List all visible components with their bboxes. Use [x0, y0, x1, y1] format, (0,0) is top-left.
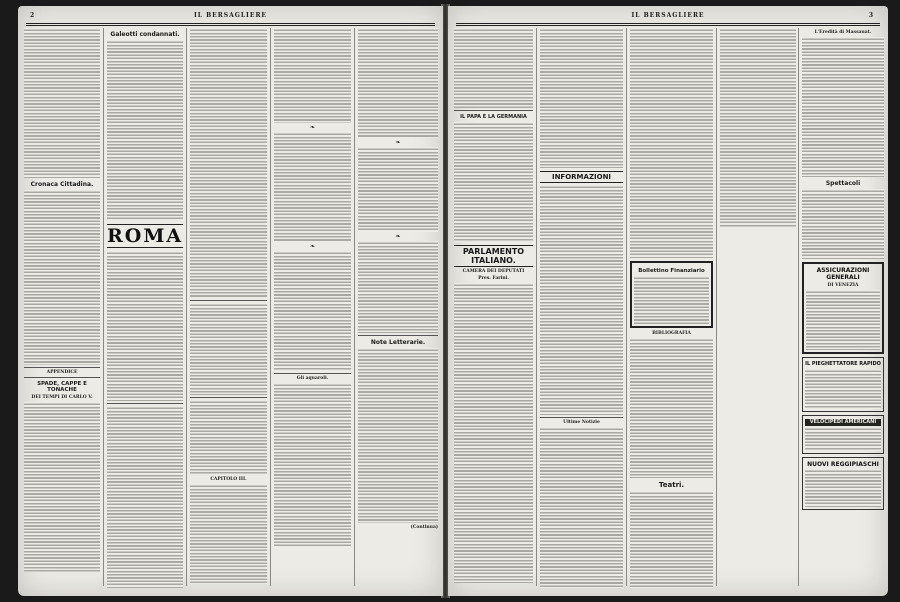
- right-column-1: [454, 28, 533, 588]
- feuilleton-text-block: [107, 406, 183, 588]
- finance-table-text: [634, 276, 709, 324]
- bicycle-ad-title: VELOCIPEDI AMERICANI: [805, 419, 881, 426]
- article-text-block: [358, 348, 438, 523]
- right-column-4: [720, 28, 796, 588]
- left-masthead-title: IL BERSAGLIERE: [193, 12, 267, 19]
- right-page-number: 3: [868, 12, 874, 19]
- parlamento-heading: PARLAMENTO ITALIANO.: [454, 245, 533, 267]
- eredita-heading: L'Eredità di Massauat.: [814, 30, 872, 35]
- article-text-block: [540, 185, 623, 415]
- advert-text: [806, 290, 880, 350]
- right-header-rule: [456, 23, 880, 26]
- column-rule: [270, 28, 271, 586]
- article-text-block: [802, 189, 884, 259]
- left-column-1: [24, 28, 100, 588]
- feuilleton-text-block: [274, 383, 351, 548]
- article-text-block: [107, 40, 183, 220]
- chapter-heading: CAPITOLO III.: [210, 477, 247, 482]
- column-rule: [626, 28, 627, 586]
- article-text-block: [358, 147, 438, 232]
- right-newspaper-page: [448, 6, 888, 596]
- spettacoli-heading: Spettacoli: [825, 180, 861, 187]
- feuilleton-title: SPADE, CAPPE E TONACHE: [37, 381, 87, 393]
- ornament-divider: ❧: [395, 233, 401, 240]
- article-text-block: [190, 28, 267, 298]
- insurance-ad-subtitle: DI VENEZIA: [827, 283, 859, 288]
- informazioni-heading: INFORMAZIONI: [540, 171, 623, 183]
- article-text-block: [190, 303, 267, 395]
- divider: [540, 417, 623, 418]
- divider: [454, 110, 533, 111]
- papa-germania-heading: IL PAPA E LA GERMANIA: [460, 114, 527, 120]
- article-text-block: [454, 28, 533, 108]
- divider: [190, 300, 267, 301]
- advert-text: [805, 427, 881, 451]
- article-text-block: [24, 190, 100, 365]
- article-text-block: [274, 28, 351, 123]
- article-text-block: [358, 28, 438, 138]
- article-text-block: [540, 427, 623, 588]
- feuilleton-text-block: [24, 402, 100, 572]
- article-text-block: [274, 251, 351, 371]
- camera-heading: CAMERA DEI DEPUTATI: [462, 269, 525, 274]
- article-text-block: [802, 37, 884, 177]
- suspenders-ad-title: NUOVI REGGIPIASCHI: [807, 461, 879, 468]
- finance-bulletin-box: [630, 261, 713, 328]
- teatri-heading: Teatri.: [658, 481, 685, 489]
- left-column-4: [274, 28, 351, 588]
- column-rule: [186, 28, 187, 586]
- left-header-rule: [26, 23, 435, 26]
- article-text-block: [24, 28, 100, 178]
- divider: [190, 397, 267, 398]
- left-masthead: [18, 12, 443, 22]
- right-masthead: [448, 12, 888, 22]
- column-rule: [536, 28, 537, 586]
- divider: [24, 367, 100, 368]
- article-text-block: [107, 251, 183, 401]
- feuilleton-text-block: [190, 400, 267, 475]
- column-rule: [103, 28, 104, 586]
- ornament-divider: ❧: [309, 243, 316, 250]
- article-text-block: [274, 132, 351, 242]
- insurance-advert: [802, 262, 884, 354]
- continua-signature: (Continua): [410, 525, 438, 530]
- column-rule: [354, 28, 355, 586]
- divider: [107, 403, 183, 404]
- article-text-block: [454, 283, 533, 583]
- feuilleton-text-block: [190, 484, 267, 584]
- divider: [358, 335, 438, 336]
- article-text-block: [540, 28, 623, 168]
- bibliografia-heading: BIBLIOGRAFIA: [652, 331, 691, 336]
- article-text-block: [358, 241, 438, 333]
- note-letterarie-heading: Note Letterarie.: [370, 339, 426, 346]
- bollettino-heading: Bollettino Finanziario: [638, 268, 705, 274]
- article-text-block: [630, 491, 713, 588]
- article-text-block: [720, 28, 796, 228]
- bicycle-advert: [802, 415, 884, 454]
- ultime-notizie-heading: Ultime Notizie: [563, 420, 600, 425]
- left-column-5: [358, 28, 438, 588]
- feuilleton-subtitle: DEI TEMPI DI CARLO V.: [31, 395, 93, 400]
- advert-text: [805, 469, 881, 507]
- suspenders-advert: [802, 457, 884, 510]
- insurance-ad-title: ASSICURAZIONI GENERALI: [816, 267, 870, 281]
- left-newspaper-page: [18, 6, 443, 596]
- article-text-block: [630, 338, 713, 478]
- advert-text: [805, 369, 881, 409]
- article-text-block: [630, 28, 713, 258]
- right-column-5: [802, 28, 884, 588]
- right-column-2: [540, 28, 623, 588]
- pleating-ad-title: IL PIEGHETTATORE RAPIDO: [805, 361, 881, 367]
- roma-heading: ROMA: [107, 225, 183, 247]
- divider: [24, 377, 100, 378]
- left-column-3: [190, 28, 267, 588]
- section-heading-cronaca: Cronaca Cittadina.: [30, 181, 94, 188]
- president-line: Pres. Farini.: [478, 276, 509, 281]
- left-page-number: 2: [30, 12, 36, 19]
- pleating-machine-advert: [802, 357, 884, 412]
- aquaroli-heading: Gli aquaroli.: [296, 376, 329, 381]
- right-masthead-title: IL BERSAGLIERE: [631, 12, 705, 19]
- left-column-2: [107, 28, 183, 588]
- right-column-3: [630, 28, 713, 588]
- column-rule: [716, 28, 717, 586]
- column-rule: [798, 28, 799, 586]
- ornament-divider: ❧: [309, 124, 316, 131]
- ornament-divider: ❧: [395, 139, 401, 146]
- appendix-label: APPENDICE: [46, 370, 78, 375]
- galeotti-heading: Galeotti condannati.: [110, 31, 180, 38]
- divider: [274, 373, 351, 374]
- article-text-block: [454, 122, 533, 242]
